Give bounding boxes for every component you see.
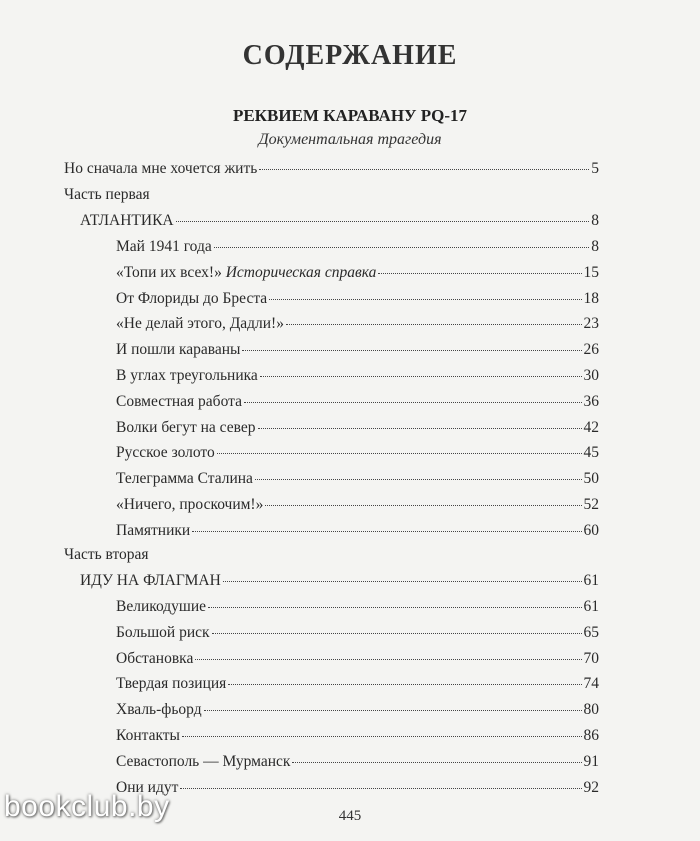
toc-entry-title bbox=[116, 699, 202, 721]
leader-dots bbox=[212, 633, 582, 634]
toc-entry bbox=[116, 236, 599, 258]
toc-entry-page: 30 bbox=[583, 367, 599, 384]
leader-dots bbox=[269, 299, 581, 300]
toc-entry-title bbox=[116, 262, 376, 284]
toc-entry-title-text: Памятники bbox=[116, 521, 191, 539]
toc-entry bbox=[116, 391, 599, 413]
leader-dots bbox=[217, 453, 582, 454]
toc-section-part2 bbox=[80, 570, 599, 592]
toc-entry-page: 15 bbox=[583, 263, 599, 281]
leader-dots bbox=[378, 273, 581, 274]
toc-entry-title-text: Большой риск bbox=[116, 623, 210, 641]
toc-entry-page: 5 bbox=[591, 160, 599, 177]
toc-entry-title-text: Волки бегут на север bbox=[116, 418, 256, 436]
watermark-logo: bookclub.by bbox=[4, 790, 170, 823]
leader-dots bbox=[292, 762, 581, 763]
toc-entry-title-text: Великодушие bbox=[116, 598, 207, 615]
toc-entry-title bbox=[116, 391, 242, 413]
toc-entry-title bbox=[116, 339, 240, 361]
leader-dots bbox=[244, 402, 582, 403]
toc-section-title: ИДУ НА ФЛАГМАН bbox=[80, 572, 221, 589]
toc-entry-title-text: Севастополь — Мурманск bbox=[116, 752, 291, 770]
toc-entry-title-text: Совместная работа bbox=[116, 392, 242, 410]
toc-entry bbox=[116, 468, 599, 490]
toc-entry-page: 70 bbox=[583, 649, 599, 667]
toc-entry-page: 65 bbox=[583, 623, 599, 641]
toc-entry bbox=[116, 417, 599, 439]
contents-heading: СОДЕРЖАНИЕ bbox=[242, 40, 458, 71]
leader-dots bbox=[255, 479, 582, 480]
toc-entry-title-text: «Топи их всех!» bbox=[116, 263, 222, 281]
toc-entry bbox=[116, 777, 599, 799]
toc-entry-page: 91 bbox=[583, 752, 599, 770]
toc-entry-title bbox=[116, 622, 210, 644]
toc-entry-page: 23 bbox=[583, 315, 599, 333]
toc-entry bbox=[116, 751, 599, 773]
toc-entry-page: 42 bbox=[583, 418, 599, 436]
toc-entry-title-text: Они идут bbox=[116, 778, 179, 796]
toc-entry bbox=[116, 520, 599, 542]
toc-entry-title bbox=[116, 725, 180, 747]
toc-entry-title-text: И пошли караваны bbox=[116, 341, 241, 359]
toc-entry-page: 60 bbox=[583, 521, 599, 539]
toc-entry-title bbox=[116, 520, 190, 542]
toc-entry-title-text: Обстановка bbox=[116, 649, 194, 667]
toc-entry-page: 26 bbox=[583, 341, 599, 359]
toc-section-title: АТЛАНТИКА bbox=[80, 212, 174, 229]
toc-entry-title bbox=[116, 648, 193, 670]
part-two-label: Часть вторая bbox=[64, 546, 149, 563]
toc-entry bbox=[116, 288, 599, 310]
leader-dots bbox=[182, 736, 582, 737]
toc-entry-title-text: В углах треугольника bbox=[116, 367, 258, 384]
toc-entry bbox=[116, 262, 599, 284]
book-subtitle: Документальная трагедия bbox=[258, 131, 442, 148]
leader-dots bbox=[242, 350, 581, 351]
toc-entry-title bbox=[116, 751, 290, 773]
toc-entry bbox=[116, 313, 599, 335]
toc-entry-title-text: «Не делай этого, Дадли!» bbox=[116, 315, 284, 333]
toc-entry-title bbox=[116, 417, 256, 439]
toc-entry-title bbox=[116, 365, 258, 387]
toc-entry-page: 45 bbox=[583, 444, 599, 462]
toc-entry-page: 61 bbox=[583, 598, 599, 615]
leader-dots bbox=[258, 428, 582, 429]
toc-entry-title-italic: Историческая справка bbox=[225, 263, 377, 281]
leader-dots bbox=[192, 531, 581, 532]
leader-dots bbox=[228, 684, 581, 685]
toc-entry-page: 80 bbox=[583, 701, 599, 719]
toc-entry-title-text: Твердая позиция bbox=[116, 675, 227, 693]
toc-entry-title: Но сначала мне хочется жить bbox=[64, 160, 258, 177]
toc-entry-title bbox=[116, 236, 212, 258]
toc-section-part1 bbox=[80, 210, 599, 232]
toc-entry-title-text: «Ничего, проскочим!» bbox=[116, 496, 264, 513]
toc-entry bbox=[116, 673, 599, 695]
toc-entry bbox=[116, 596, 599, 618]
toc-entry-title-text: Русское золото bbox=[116, 444, 215, 462]
toc-entry bbox=[116, 365, 599, 387]
leader-dots bbox=[265, 505, 581, 506]
leader-dots bbox=[223, 581, 582, 582]
leader-dots bbox=[214, 247, 590, 248]
toc-entry-title-text: Хваль-фьорд bbox=[116, 701, 202, 719]
leader-dots bbox=[260, 376, 582, 377]
leader-dots bbox=[195, 659, 581, 660]
toc-entry-page: 8 bbox=[591, 212, 599, 229]
leader-dots bbox=[286, 324, 582, 325]
toc-entry-title-text: Контакты bbox=[116, 727, 180, 744]
toc-entry-title bbox=[116, 313, 284, 335]
toc-entry-page: 92 bbox=[583, 778, 599, 796]
toc-entry-title bbox=[116, 596, 206, 618]
leader-dots bbox=[259, 169, 589, 170]
toc-entry bbox=[116, 622, 599, 644]
toc-entry-page: 61 bbox=[583, 572, 599, 589]
toc-entry-page: 52 bbox=[583, 496, 599, 513]
toc-entry-title bbox=[116, 442, 215, 464]
toc-entry-page: 74 bbox=[583, 675, 599, 693]
toc-entry bbox=[116, 442, 599, 464]
toc-entry bbox=[116, 494, 599, 516]
toc-entry-page: 36 bbox=[583, 392, 599, 410]
toc-entry-intro bbox=[64, 158, 599, 180]
toc-entry-page: 86 bbox=[583, 727, 599, 744]
toc-entry-title bbox=[116, 468, 253, 490]
toc-entry-title bbox=[116, 288, 267, 310]
toc-entry-page: 8 bbox=[591, 238, 599, 255]
toc-entry-page: 50 bbox=[583, 470, 599, 488]
toc-entry-title-text: От Флориды до Бреста bbox=[116, 289, 268, 307]
leader-dots bbox=[204, 710, 582, 711]
toc-entry-title bbox=[116, 494, 263, 516]
toc-entry-page: 18 bbox=[583, 289, 599, 307]
book-title: РЕКВИЕМ КАРАВАНУ PQ-17 bbox=[232, 106, 468, 125]
page-number: 445 bbox=[338, 808, 362, 824]
toc-entry-title-text: Май 1941 года bbox=[116, 238, 212, 255]
toc-entry bbox=[116, 648, 599, 670]
leader-dots bbox=[180, 788, 581, 789]
toc-entry bbox=[116, 339, 599, 361]
toc-entry-title bbox=[116, 673, 226, 695]
leader-dots bbox=[176, 221, 590, 222]
toc-entry bbox=[116, 725, 599, 747]
toc-entry-title-text: Телеграмма Сталина bbox=[116, 470, 253, 488]
leader-dots bbox=[208, 607, 581, 608]
toc-entry bbox=[116, 699, 599, 721]
part-one-label: Часть первая bbox=[64, 186, 150, 203]
